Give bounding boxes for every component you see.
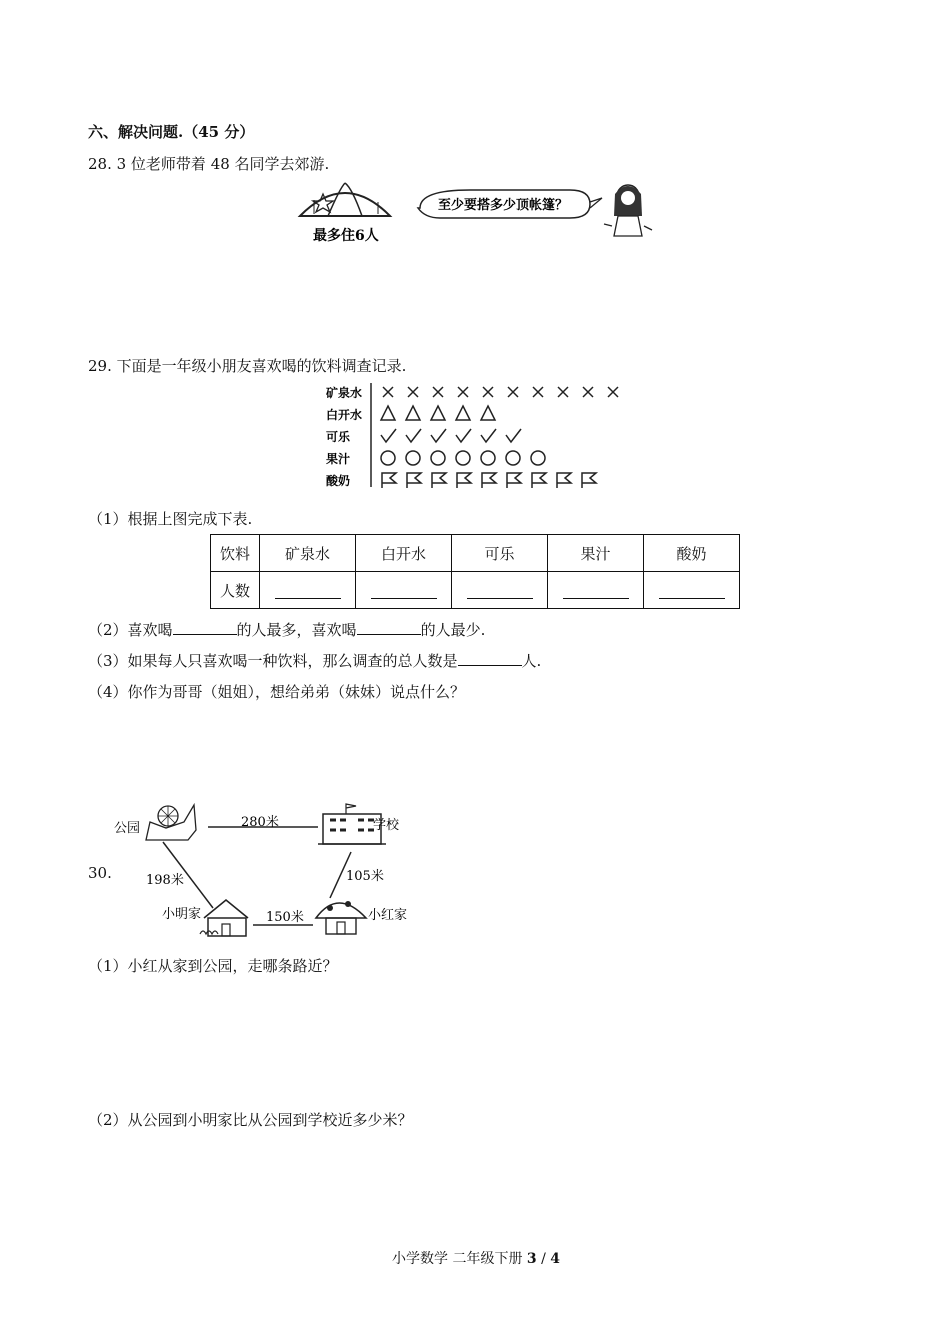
check-mark <box>431 429 446 442</box>
answer-blank[interactable] <box>548 572 644 609</box>
speech-text: 至少要搭多少顶帐篷？ <box>438 198 569 213</box>
pictograph-label: 果汁 <box>326 452 351 466</box>
flag-mark <box>457 473 471 488</box>
triangle-mark <box>481 406 495 420</box>
flag-mark <box>382 473 396 488</box>
flag-mark <box>557 473 571 488</box>
table-row <box>211 572 740 609</box>
cross-mark <box>433 387 443 397</box>
pictograph-label: 矿泉水 <box>326 386 363 400</box>
flag-mark <box>407 473 421 488</box>
pictograph-label: 可乐 <box>326 430 351 444</box>
park-icon <box>146 805 196 840</box>
pictograph-label: 白开水 <box>326 408 363 422</box>
triangle-mark <box>431 406 445 420</box>
table-col-mineral-water: 矿泉水 <box>260 535 356 572</box>
cross-mark <box>583 387 593 397</box>
triangle-mark <box>381 406 395 420</box>
cross-mark <box>408 387 418 397</box>
drinks-table <box>210 534 740 609</box>
flag-mark <box>432 473 446 488</box>
flag-mark <box>532 473 546 488</box>
route-map <box>108 800 418 945</box>
circle-mark <box>506 451 520 465</box>
table-header-count: 人数 <box>211 572 260 609</box>
cross-mark <box>383 387 393 397</box>
sub-question-29-4: （4）你作为哥哥（姐姐），想给弟弟（妹妹）说点什么？ <box>88 683 466 701</box>
cross-mark <box>558 387 568 397</box>
tent-illustration <box>290 178 670 248</box>
sub2-text-a: （2）喜欢喝 <box>88 621 173 639</box>
answer-blank[interactable] <box>173 620 237 635</box>
table-row <box>211 535 740 572</box>
circle-mark <box>431 451 445 465</box>
cross-mark <box>608 387 618 397</box>
triangle-mark <box>406 406 420 420</box>
answer-blank[interactable] <box>644 572 740 609</box>
cross-mark <box>508 387 518 397</box>
sub-question-29-3 <box>88 650 541 671</box>
table-col-juice: 果汁 <box>548 535 644 572</box>
question-28-text: 28. 3 位老师带着 48 名同学去郊游. <box>88 155 330 173</box>
answer-blank[interactable] <box>452 572 548 609</box>
footer-text: 小学数学 二年级下册 <box>392 1251 523 1267</box>
label-xiaohong-home: 小红家 <box>368 908 408 923</box>
label-park: 公园 <box>114 821 141 836</box>
answer-blank[interactable] <box>356 572 452 609</box>
check-mark <box>456 429 471 442</box>
circle-mark <box>381 451 395 465</box>
sub-question-29-2 <box>88 619 485 640</box>
flag-mark <box>582 473 596 488</box>
triangle-mark <box>456 406 470 420</box>
table-col-yogurt: 酸奶 <box>644 535 740 572</box>
footer-page: 3 <box>526 1251 537 1267</box>
house-icon <box>200 900 248 936</box>
section-title: 六、解决问题.（45 分） <box>88 123 255 141</box>
check-mark <box>381 429 396 442</box>
check-mark <box>481 429 496 442</box>
distance-park-xiaoming: 198米 <box>146 873 184 888</box>
sub-question-30-2: （2）从公园到小明家比从公园到学校近多少米？ <box>88 1111 413 1129</box>
sub3-text-a: （3）如果每人只喜欢喝一种饮料，那么调查的总人数是 <box>88 652 458 670</box>
drink-pictograph <box>320 380 640 490</box>
tent-icon <box>300 183 390 216</box>
distance-xiaoming-xiaohong: 150米 <box>266 910 304 925</box>
label-xiaoming-home: 小明家 <box>162 907 202 922</box>
table-col-boiled-water: 白开水 <box>356 535 452 572</box>
answer-blank[interactable] <box>458 651 522 666</box>
table-col-cola: 可乐 <box>452 535 548 572</box>
label-school: 学校 <box>373 818 400 833</box>
pictograph-label: 酸奶 <box>326 474 351 488</box>
distance-park-school: 280米 <box>241 815 279 830</box>
sub-question-29-1: （1）根据上图完成下表. <box>88 510 253 528</box>
circle-mark <box>406 451 420 465</box>
footer-total: 4 <box>550 1251 561 1267</box>
sub3-text-b: 人. <box>521 652 542 670</box>
cross-mark <box>533 387 543 397</box>
sub-question-30-1: （1）小红从家到公园，走哪条路近？ <box>88 957 338 975</box>
sub2-text-c: 的人最少. <box>420 621 486 639</box>
check-mark <box>406 429 421 442</box>
answer-blank[interactable] <box>357 620 421 635</box>
footer-sep: / <box>541 1251 546 1267</box>
flag-mark <box>482 473 496 488</box>
circle-mark <box>456 451 470 465</box>
sub2-text-b: 的人最多，喜欢喝 <box>236 621 357 639</box>
tent-caption: 最多住6人 <box>313 228 379 244</box>
circle-mark <box>481 451 495 465</box>
mushroom-house-icon <box>316 901 366 934</box>
answer-blank[interactable] <box>260 572 356 609</box>
question-30-number: 30. <box>88 864 112 882</box>
check-mark <box>506 429 521 442</box>
flag-mark <box>507 473 521 488</box>
circle-mark <box>531 451 545 465</box>
cross-mark <box>483 387 493 397</box>
cross-mark <box>458 387 468 397</box>
girl-icon <box>604 185 652 236</box>
distance-school-xiaohong: 105米 <box>346 869 384 884</box>
question-29-text: 29. 下面是一年级小朋友喜欢喝的饮料调查记录. <box>88 357 407 375</box>
table-header-drink: 饮料 <box>211 535 260 572</box>
page-footer <box>392 1248 560 1268</box>
